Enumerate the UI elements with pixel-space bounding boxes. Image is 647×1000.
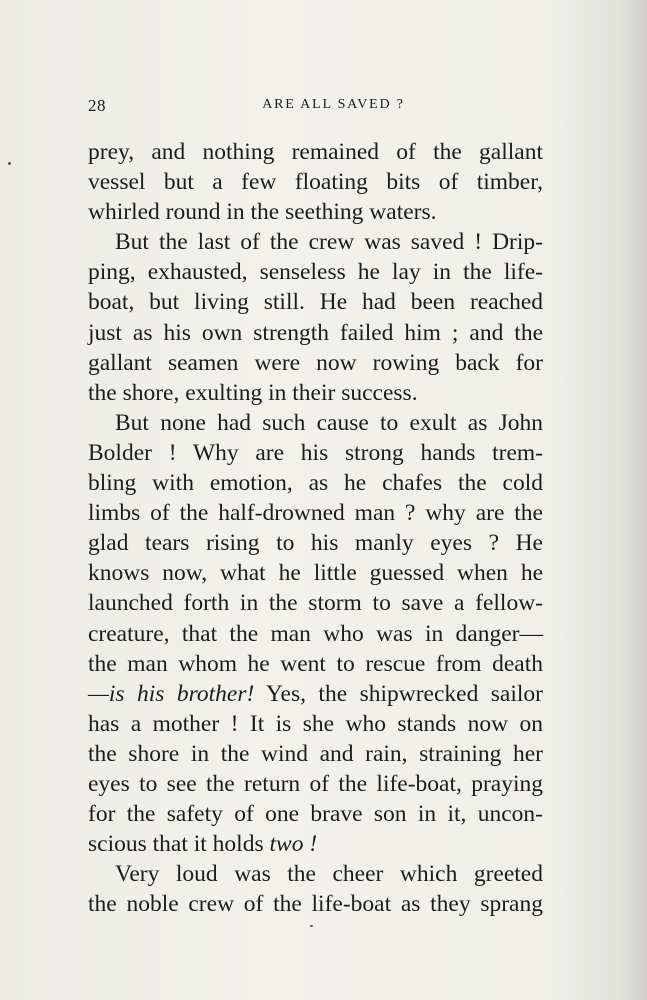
text-line: the man whom he went to rescue from death [88,650,543,677]
italic-emphasis: —is his brother! [88,680,255,707]
text-segment: Yes, the shipwrecked sailor [254,680,543,707]
text-line: ping, exhausted, senseless he lay in the life- [88,259,543,286]
text-line: for the safety of one brave son in it, uncon- [88,801,543,828]
text-line [88,679,543,709]
text-line: glad tears rising to his manly eyes ? He [88,530,543,557]
text-line: launched forth in the storm to save a fellow- [88,590,543,617]
page-header [88,96,543,118]
paper-speck [8,162,11,165]
text-line: Very loud was the cheer which greeted [115,861,543,888]
text-line: the shore, exulting in their success. [88,379,418,406]
running-head: ARE ALL SAVED ? [262,97,405,112]
text-line: just as his own strength failed him ; and the [88,319,543,346]
text-line: But the last of the crew was saved ! Drip- [115,229,543,256]
text-line: boat, but living still. He had been reached [88,289,543,316]
paper-speck [310,925,313,927]
text-line: eyes to see the return of the life-boat, praying [88,770,543,797]
text-line: knows now, what he little guessed when he [88,560,543,587]
italic-emphasis: two ! [269,831,318,858]
text-line: prey, and nothing remained of the gallant [88,139,543,165]
page-number: 28 [88,96,106,115]
text-segment: scious that it holds [88,831,270,858]
text-line: has a mother ! It is she who stands now on [88,710,543,737]
text-line: creature, that the man who was in danger— [88,620,543,647]
text-line: limbs of the half-drowned man ? why are the [88,500,543,527]
text-line: whirled round in the seething waters. [88,199,437,226]
text-line: vessel but a few floating bits of timber, [88,169,543,196]
text-line: bling with emotion, as he chafes the cold [88,470,543,497]
body-text [88,137,543,919]
text-line: But none had such cause to exult as John [115,409,543,436]
text-line: the shore in the wind and rain, straining her [88,740,543,767]
text-line: Bolder ! Why are his strong hands trem- [88,439,543,466]
text-line: the noble crew of the life-boat as they sprang [88,891,543,918]
text-line [88,829,543,859]
text-line: gallant seamen were now rowing back for [88,349,543,376]
